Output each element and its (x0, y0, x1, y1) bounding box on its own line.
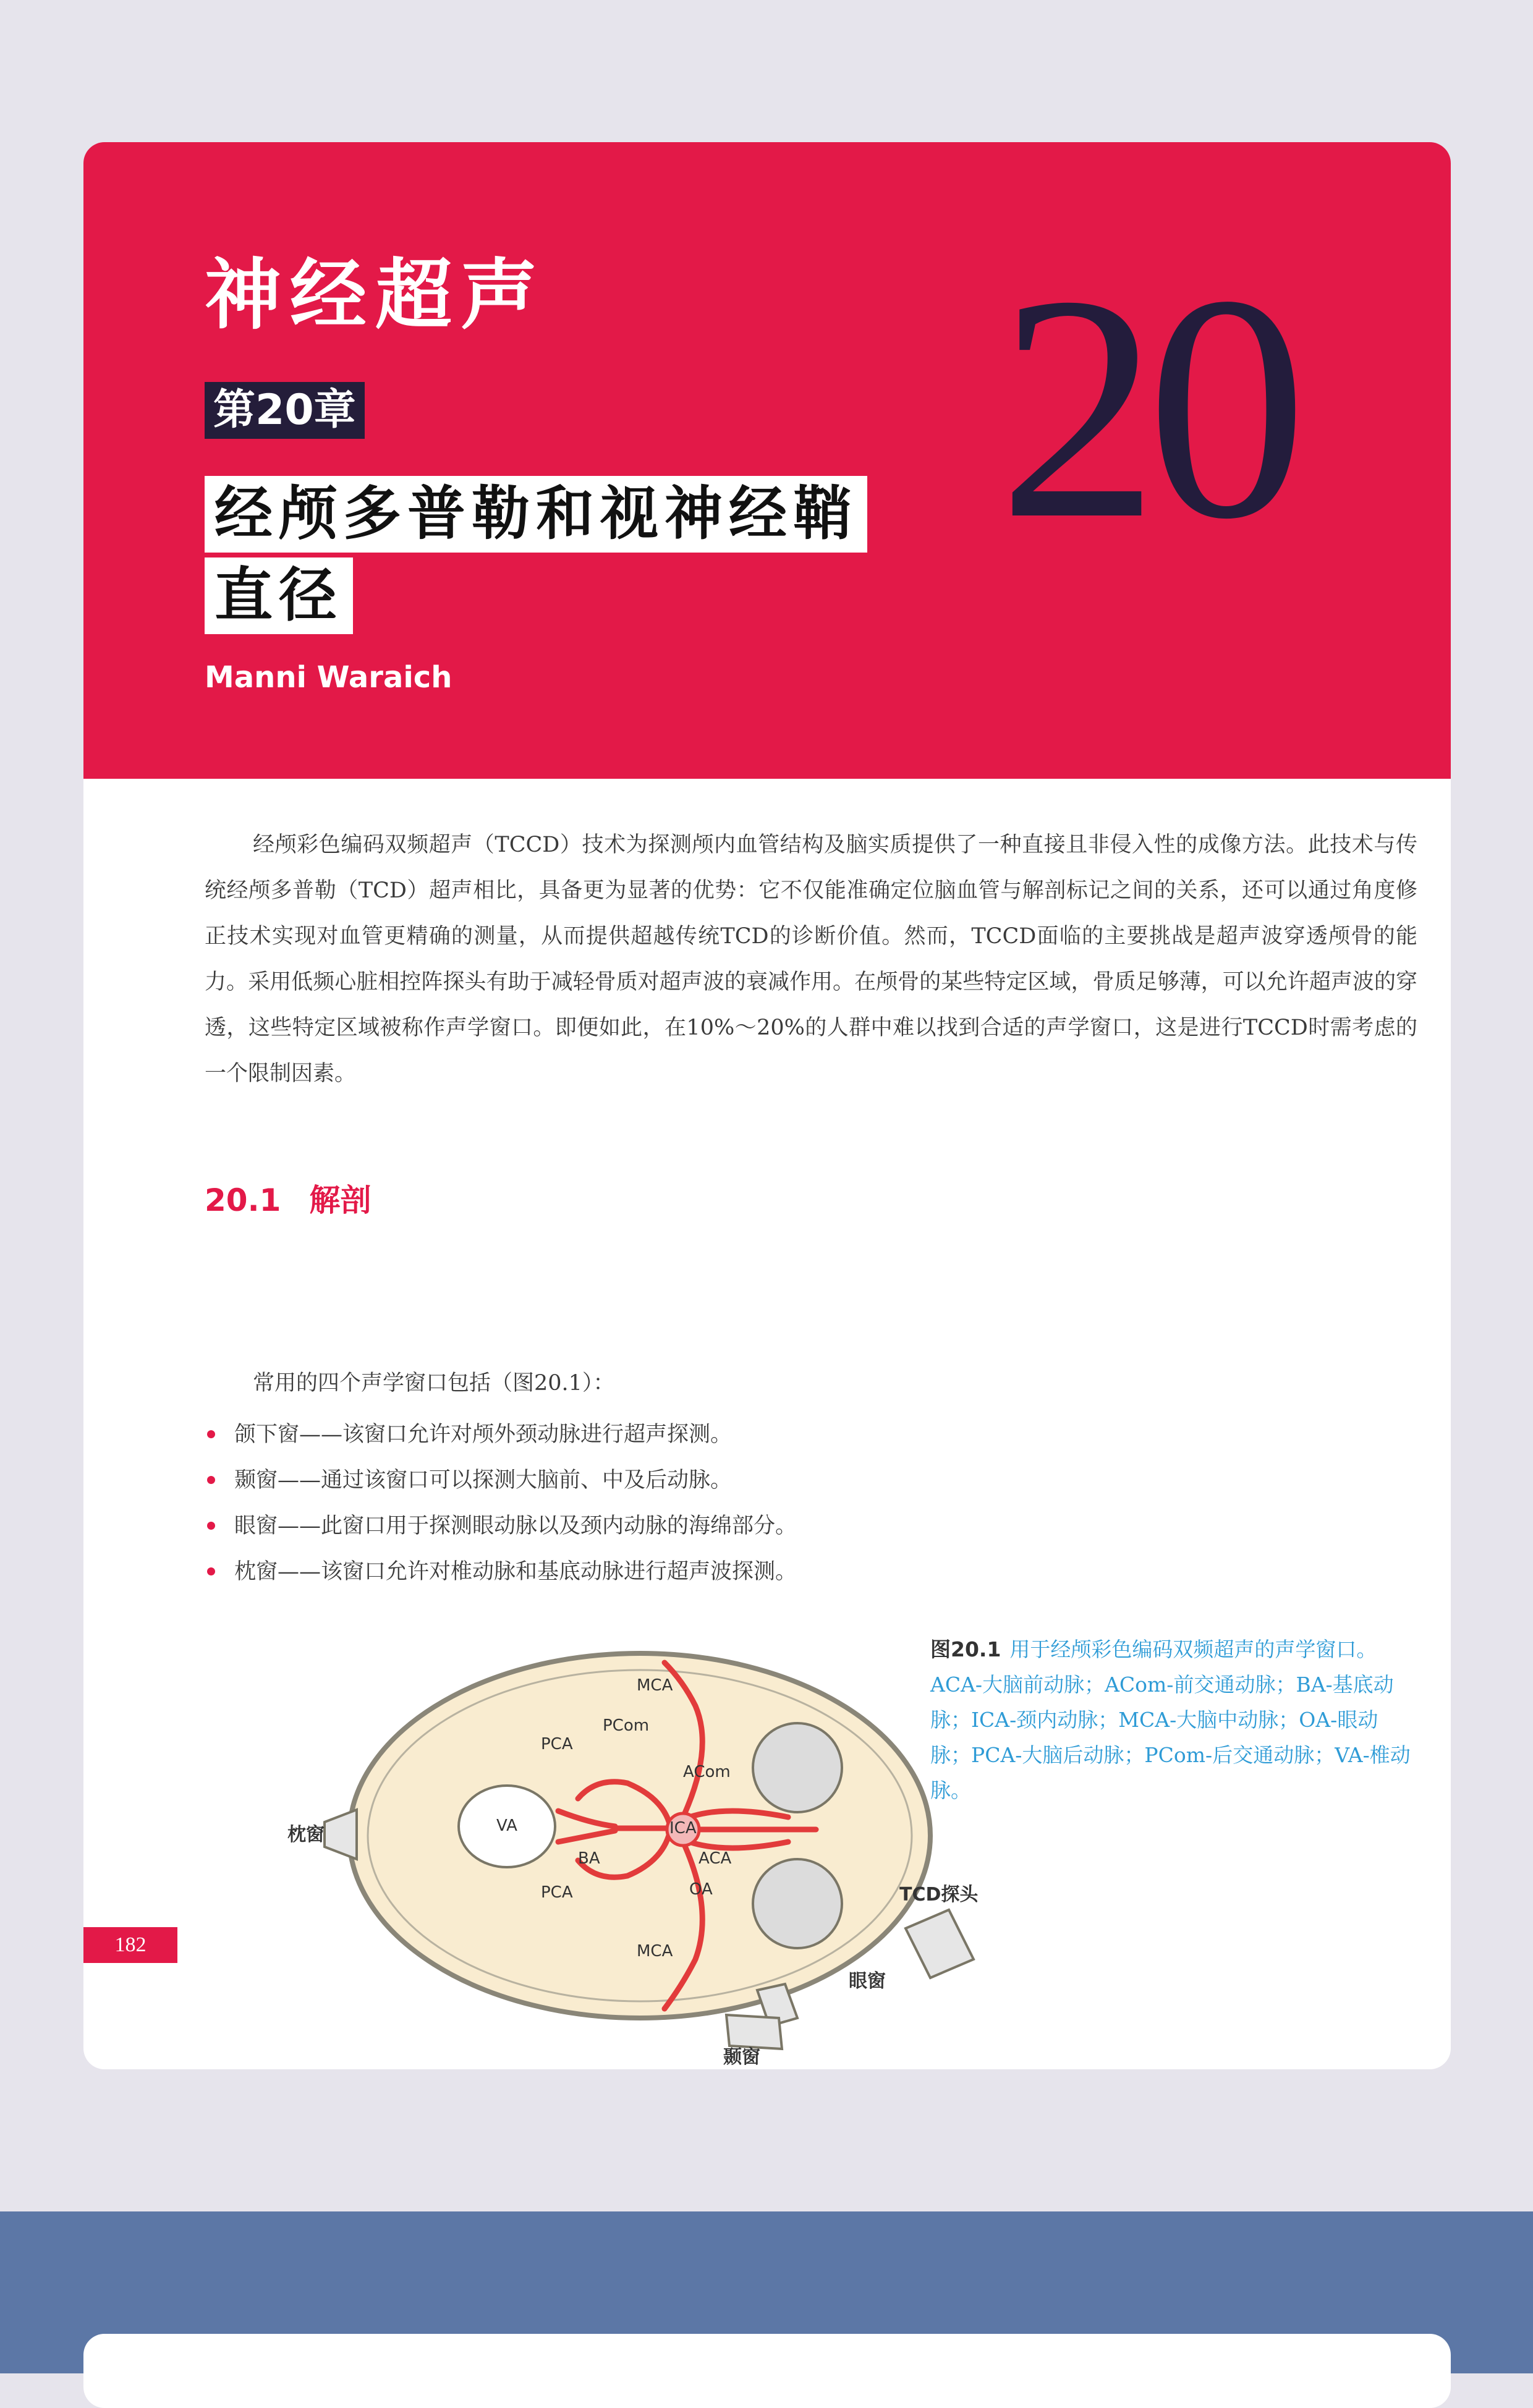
skull-diagram (195, 1613, 1011, 2069)
bullet-icon (207, 1476, 215, 1484)
list-item: 颞窗——通过该窗口可以探测大脑前、中及后动脉。 (205, 1457, 797, 1503)
occipital-probe-icon (325, 1810, 357, 1859)
orbit-upper (753, 1723, 842, 1812)
label-oa: OA (689, 1880, 713, 1899)
bullet-icon (207, 1430, 215, 1438)
label-pca-top: PCA (541, 1735, 573, 1753)
bullet-icon (207, 1522, 215, 1530)
book-page (83, 142, 1451, 2069)
label-aca: ACA (699, 1849, 732, 1868)
figure-label: 图20.1 (930, 1637, 1001, 1661)
section-title-text: 解剖 (309, 1182, 372, 1218)
chapter-title-line2: 直径 (205, 557, 353, 634)
next-page-card (83, 2334, 1451, 2408)
tcd-probe-icon (906, 1910, 974, 1978)
label-temporal-window: 颞窗 (723, 2046, 760, 2068)
acoustic-windows-figure (195, 1613, 1011, 2069)
label-acom: ACom (683, 1763, 731, 1781)
page-number: 182 (83, 1927, 177, 1963)
label-pcom: PCom (603, 1716, 650, 1735)
label-orbital-window: 眼窗 (849, 1970, 886, 1992)
acoustic-window-list (205, 1412, 797, 1595)
figure-caption (930, 1632, 1419, 1808)
section-number: 20.1 (205, 1182, 281, 1218)
list-item: 眼窗——此窗口用于探测眼动脉以及颈内动脉的海绵部分。 (205, 1503, 797, 1549)
body-paragraph: 经颅彩色编码双频超声（TCCD）技术为探测颅内血管结构及脑实质提供了一种直接且非侵入性的成像方法。此技术与传统经颅多普勒（TCD）超声相比，具备更为显著的优势：它不仅能准确定位脑血管与解剖标记之间的关系，还可以通过角度修正技术实现对血管更精确的测量，从而提供超越传统TCD的诊断价值。然而，TCCD面临的主要挑战是超声波穿透颅骨的能力。采用低频心脏相控阵探头有助于减轻骨质对超声波的衰减作用。在颅骨的某些特定区域，骨质足够薄，可以允许超声波的穿透，这些特定区域被称作声学窗口。即便如此，在10%～20%的人群中难以找到合适的声学窗口，这是进行TCCD时需考虑的一个限制因素。 (205, 833, 1417, 1086)
figure-caption-text: 用于经颅彩色编码双频超声的声学窗口。ACA-大脑前动脉；ACom-前交通动脉；BA-基底动脉；ICA-颈内动脉；MCA-大脑中动脉；OA-眼动脉；PCA-大脑后动脉；PCom-后交通动脉；VA-椎动脉。 (930, 1637, 1411, 1802)
bullet-icon (207, 1567, 215, 1575)
list-item: 枕窗——该窗口允许对椎动脉和基底动脉进行超声波探测。 (205, 1549, 797, 1595)
section-title: 神经超声 (205, 250, 546, 340)
list-item: 颌下窗——该窗口允许对颅外颈动脉进行超声探测。 (205, 1412, 797, 1457)
chapter-banner (83, 142, 1451, 779)
label-occipital-window: 枕窗 (287, 1824, 325, 1846)
section-heading (205, 1176, 371, 1220)
label-va: VA (496, 1817, 517, 1835)
temporal-probe-icon (726, 2015, 782, 2049)
label-ba: BA (578, 1849, 600, 1868)
label-tcd-probe: TCD探头 (899, 1884, 979, 1906)
label-mca-bottom: MCA (637, 1942, 673, 1961)
author-name: Manni Waraich (205, 660, 452, 695)
chapter-label: 第20章 (205, 382, 365, 439)
section-intro: 常用的四个声学窗口包括（图20.1）： (253, 1371, 615, 1396)
orbit-lower (753, 1859, 842, 1948)
label-ica: ICA (669, 1819, 697, 1838)
chapter-title-line1: 经颅多普勒和视神经鞘 (205, 476, 867, 553)
label-pca-bottom: PCA (541, 1883, 573, 1902)
skull-outline (349, 1653, 930, 2018)
chapter-number: 20 (998, 230, 1295, 585)
label-mca-top: MCA (637, 1676, 673, 1695)
